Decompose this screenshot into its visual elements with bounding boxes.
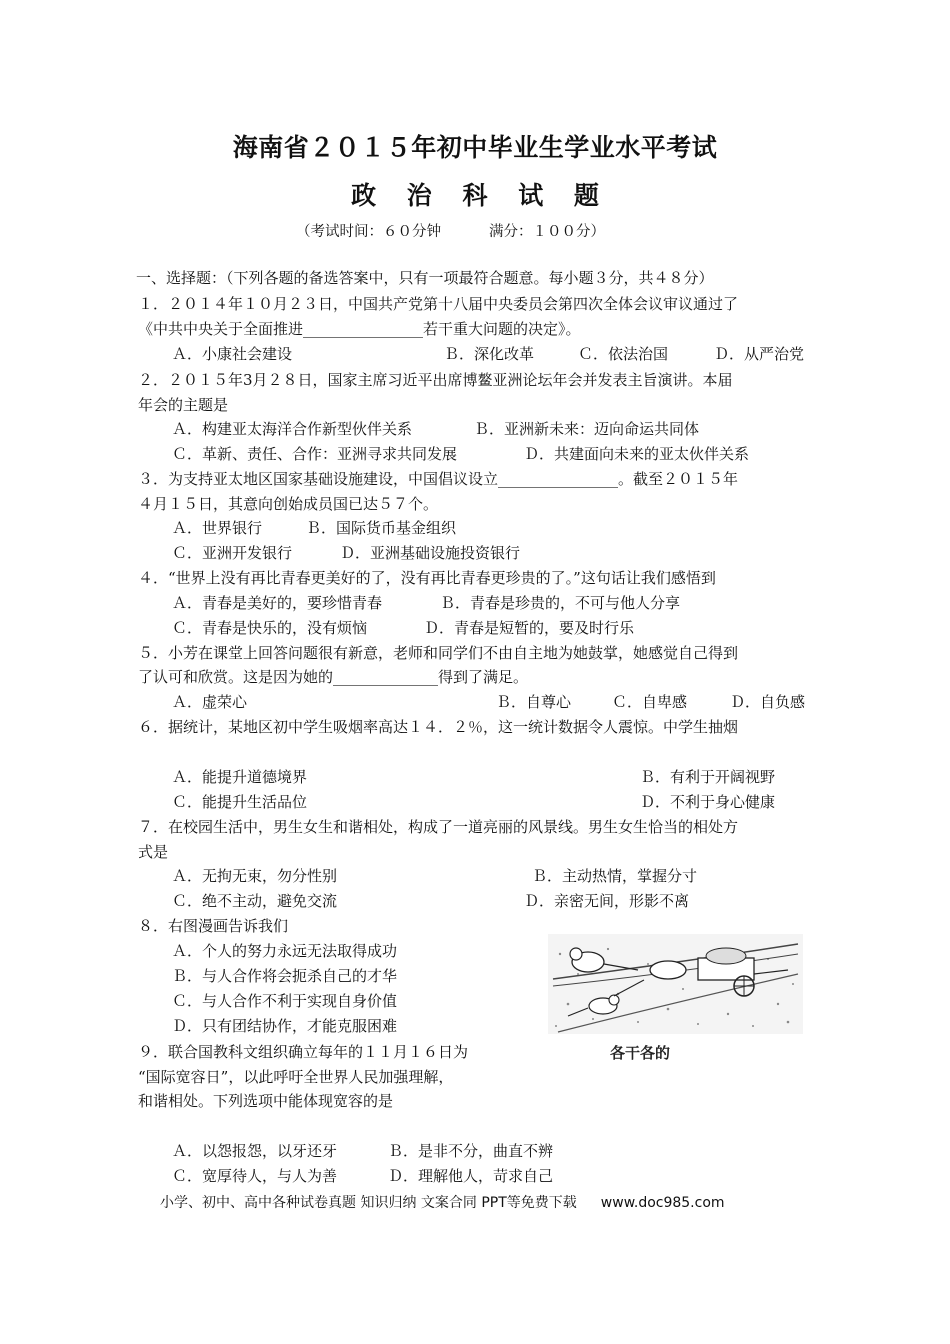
exam-meta xyxy=(296,220,605,241)
q5-stem-line1: ５．小芳在课堂上回答问题很有新意，老师和同学们不由自主地为她鼓掌，她感觉自己得到 xyxy=(138,644,739,662)
q3-option-a: Ａ．世界银行 xyxy=(172,519,263,537)
q9-stem-line3: 和谐相处。下列选项中能体现宽容的是 xyxy=(138,1092,394,1110)
q9-option-d: Ｄ．理解他人，苛求自己 xyxy=(388,1167,554,1185)
cartoon-drawing xyxy=(548,934,803,1069)
q4-option-d: Ｄ．青春是短暂的，要及时行乐 xyxy=(424,619,635,637)
q3-stem-line1: ３．为支持亚太地区国家基础设施建设，中国倡议设立________________。截至２０１５年 xyxy=(138,470,739,488)
exam-full-score: 满分：１００分） xyxy=(489,224,605,240)
q3-stem-line2: ４月１５日，其意向创始成员国已达５７个。 xyxy=(138,495,439,513)
q9-stem-line1: ９．联合国教科文组织确立每年的１１月１６日为 xyxy=(138,1043,469,1061)
q7-option-b: Ｂ．主动热情，掌握分寸 xyxy=(532,867,698,885)
q2-option-d: Ｄ．共建面向未来的亚太伙伴关系 xyxy=(524,445,750,463)
q9-option-a: Ａ．以怨报怨，以牙还牙 xyxy=(172,1142,338,1160)
q3-option-c: Ｃ．亚洲开发银行 xyxy=(172,544,293,562)
q1-stem-line2: 《中共中央关于全面推进________________若干重大问题的决定》。 xyxy=(138,320,581,338)
page-footer xyxy=(160,1192,725,1212)
q5-option-b: Ｂ．自尊心 xyxy=(496,693,572,711)
q4-option-c: Ｃ．青春是快乐的，没有烦恼 xyxy=(172,619,368,637)
q5-option-c: Ｃ．自卑感 xyxy=(612,693,688,711)
q4-option-b: Ｂ．青春是珍贵的，不可与他人分享 xyxy=(440,594,681,612)
q1-option-b: Ｂ．深化改革 xyxy=(444,345,535,363)
exam-subtitle: 政 治 科 试 题 xyxy=(351,181,599,210)
q9-option-c: Ｃ．宽厚待人，与人为善 xyxy=(172,1167,338,1185)
section-intro: 一、选择题：（下列各题的备选答案中，只有一项最符合题意。每小题３分，共４８分） xyxy=(136,269,714,287)
q4-stem-line1: ４．“世界上没有再比青春更美好的了，没有再比青春更珍贵的了。”这句话让我们感悟到 xyxy=(138,569,716,587)
q8-stem-line1: ８．右图漫画告诉我们 xyxy=(138,917,289,935)
cartoon-illustration xyxy=(548,934,803,1069)
q8-option-b: Ｂ．与人合作将会扼杀自己的才华 xyxy=(172,967,398,985)
q6-option-d: Ｄ．不利于身心健康 xyxy=(640,793,776,811)
q1-option-d: Ｄ．从严治党 xyxy=(714,345,805,363)
footer-text: 小学、初中、高中各种试卷真题 知识归纳 文案合同 PPT等免费下载 xyxy=(160,1195,577,1211)
q5-option-a: Ａ．虚荣心 xyxy=(172,693,248,711)
q2-stem-line1: ２．２０１５年3月２８日，国家主席习近平出席博鳌亚洲论坛年会并发表主旨演讲。本届 xyxy=(138,371,733,389)
exam-title: 海南省２０１５年初中毕业生学业水平考试 xyxy=(232,133,718,162)
q7-option-c: Ｃ．绝不主动，避免交流 xyxy=(172,892,338,910)
q2-stem-line2: 年会的主题是 xyxy=(138,396,229,414)
q8-option-a: Ａ．个人的努力永远无法取得成功 xyxy=(172,942,398,960)
q2-option-b: Ｂ．亚洲新未来：迈向命运共同体 xyxy=(474,420,700,438)
q6-option-b: Ｂ．有利于开阔视野 xyxy=(640,768,776,786)
cartoon-caption: 各干各的 xyxy=(610,1044,671,1062)
q4-option-a: Ａ．青春是美好的，要珍惜青春 xyxy=(172,594,383,612)
q5-option-d: Ｄ．自负感 xyxy=(730,693,806,711)
q2-option-c: Ｃ．革新、责任、合作：亚洲寻求共同发展 xyxy=(172,445,458,463)
q1-option-a: Ａ．小康社会建设 xyxy=(172,345,293,363)
q6-option-c: Ｃ．能提升生活品位 xyxy=(172,793,308,811)
q5-stem-line2: 了认可和欣赏。这是因为她的______________得到了满足。 xyxy=(138,668,529,686)
q3-option-b: Ｂ．国际货币基金组织 xyxy=(306,519,457,537)
q1-option-c: Ｃ．依法治国 xyxy=(578,345,669,363)
q9-stem-line2: “国际宽容日”，以此呼吁全世界人民加强理解， xyxy=(138,1068,454,1086)
q1-stem-line1: １．２０１４年１０月２３日，中国共产党第十八届中央委员会第四次全体会议审议通过了 xyxy=(138,295,739,313)
footer-url[interactable]: www.doc985.com xyxy=(600,1195,725,1211)
exam-time: （考试时间：６０分钟 xyxy=(296,224,441,240)
q2-option-a: Ａ．构建亚太海洋合作新型伙伴关系 xyxy=(172,420,413,438)
q6-option-a: Ａ．能提升道德境界 xyxy=(172,768,308,786)
q7-stem-line1: ７．在校园生活中，男生女生和谐相处，构成了一道亮丽的风景线。男生女生恰当的相处方 xyxy=(138,818,739,836)
q8-option-d: Ｄ．只有团结协作，才能克服困难 xyxy=(172,1017,398,1035)
q3-option-d: Ｄ．亚洲基础设施投资银行 xyxy=(340,544,521,562)
q7-option-d: Ｄ．亲密无间，形影不离 xyxy=(524,892,690,910)
q8-option-c: Ｃ．与人合作不利于实现自身价值 xyxy=(172,992,398,1010)
q9-option-b: Ｂ．是非不分，曲直不辨 xyxy=(388,1142,554,1160)
q7-option-a: Ａ．无拘无束，勿分性别 xyxy=(172,867,338,885)
q7-stem-line2: 式是 xyxy=(138,843,169,861)
q6-stem-line1: ６．据统计，某地区初中学生吸烟率高达１４．２％，这一统计数据令人震惊。中学生抽烟 xyxy=(138,718,739,736)
